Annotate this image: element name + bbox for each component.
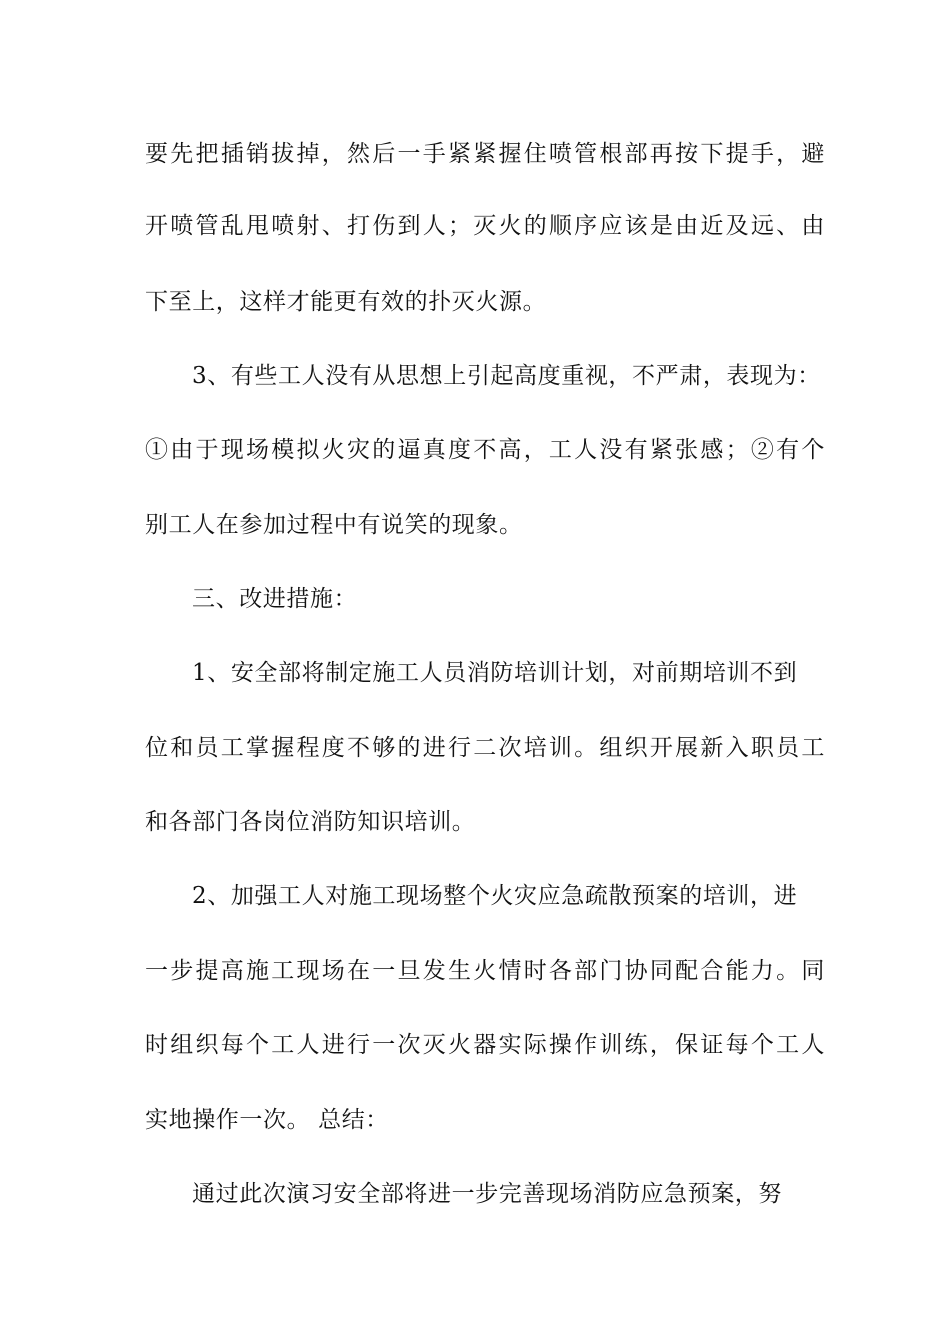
paragraph-line: 要先把插销拔掉，然后一手紧紧握住喷管根部再按下提手，避 xyxy=(145,141,825,167)
paragraph-line: 1、安全部将制定施工人员消防培训计划，对前期培训不到 xyxy=(192,660,798,686)
paragraph-line: 实地操作一次。 总结： xyxy=(145,1107,389,1133)
paragraph-line: 时组织每个工人进行一次灭火器实际操作训练，保证每个工人 xyxy=(145,1032,825,1058)
section-heading: 三、改进措施： xyxy=(192,586,358,612)
paragraph-line: 和各部门各岗位消防知识培训。 xyxy=(145,809,476,835)
paragraph-line: 开喷管乱甩喷射、打伤到人；灭火的顺序应该是由近及远、由 xyxy=(145,213,825,239)
paragraph-line: 2、加强工人对施工现场整个火灾应急疏散预案的培训，进 xyxy=(192,883,798,909)
paragraph-line: 3、有些工人没有从思想上引起高度重视，不严肃，表现为： xyxy=(192,363,821,389)
paragraph-line: 位和员工掌握程度不够的进行二次培训。组织开展新入职员工 xyxy=(145,735,825,761)
paragraph-line: ①由于现场模拟火灾的逼真度不高，工人没有紧张感；②有个 xyxy=(145,437,825,463)
paragraph-line: 别工人在参加过程中有说笑的现象。 xyxy=(145,512,523,538)
paragraph-line: 通过此次演习安全部将进一步完善现场消防应急预案，努 xyxy=(192,1181,782,1207)
paragraph-line: 下至上，这样才能更有效的扑灭火源。 xyxy=(145,289,547,315)
paragraph-line: 一步提高施工现场在一旦发生火情时各部门协同配合能力。同 xyxy=(145,958,825,984)
